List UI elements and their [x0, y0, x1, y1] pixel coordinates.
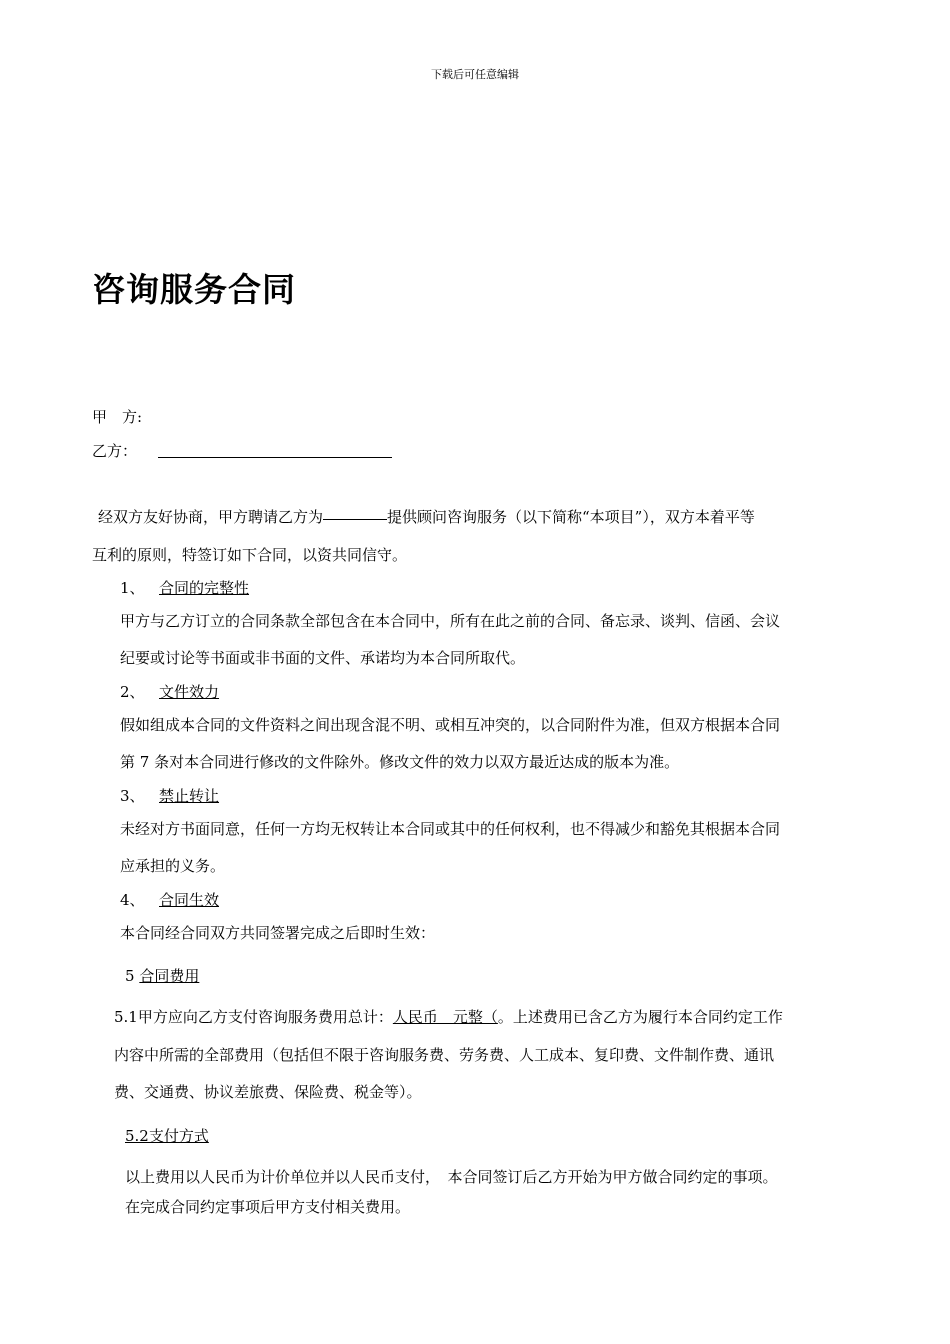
section-5-1-amount: 人民币 元整（ — [392, 1008, 498, 1026]
section-4-heading: 合同生效 — [159, 891, 220, 909]
header-note: 下载后可任意编辑 — [431, 68, 519, 81]
intro-blank — [323, 518, 387, 520]
section-5-2-line-1: 以上费用以人民币为计价单位并以人民币支付， 本合同签订后乙方开始为甲方做合同约定的事项。 — [125, 1168, 778, 1186]
section-5-2-heading: 5.2支付方式 — [125, 1127, 209, 1145]
section-3-line-2: 应承担的义务。 — [120, 857, 226, 875]
intro-text-after-blank: 提供顾问咨询服务（以下简称“本项目”），双方本着平等 — [387, 508, 755, 526]
section-4-line-1: 本合同经合同双方共同签署完成之后即时生效： — [120, 924, 436, 942]
party-b-blank — [158, 456, 392, 458]
section-5-1-suffix: 。上述费用已含乙方为履行本合同约定工作 — [497, 1008, 783, 1026]
section-3-line-1: 未经对方书面同意，任何一方均无权转让本合同或其中的任何权利，也不得减少和豁免其根据本合同 — [120, 820, 781, 838]
section-5-number: 5 — [125, 967, 140, 985]
section-5-1-prefix: 5.1甲方应向乙方支付咨询服务费用总计： — [114, 1008, 393, 1026]
section-1-heading: 合同的完整性 — [159, 579, 250, 597]
section-5-2-line-2: 在完成合同约定事项后甲方支付相关费用。 — [125, 1198, 411, 1216]
section-1-number: 1、 — [120, 579, 145, 597]
section-2-number: 2、 — [120, 683, 145, 701]
section-5-heading: 合同费用 — [139, 967, 200, 985]
section-1-line-2: 纪要或讨论等书面或非书面的文件、承诺均为本合同所取代。 — [120, 649, 526, 667]
intro-line-1 — [98, 506, 755, 527]
section-3-heading: 禁止转让 — [159, 787, 220, 805]
section-5-title — [125, 965, 199, 986]
section-3-number: 3、 — [120, 787, 145, 805]
section-2-line-2: 第 7 条对本合同进行修改的文件除外。修改文件的效力以双方最近达成的版本为准。 — [120, 753, 680, 771]
section-5-1-line-3: 费、交通费、协议差旅费、保险费、税金等）。 — [114, 1083, 422, 1101]
document-title: 咨询服务合同 — [92, 270, 296, 309]
section-1-line-1: 甲方与乙方订立的合同条款全部包含在本合同中，所有在此之前的合同、备忘录、谈判、信函、会议 — [120, 612, 781, 630]
section-5-1-line-1 — [114, 1006, 783, 1027]
section-2-line-1: 假如组成本合同的文件资料之间出现含混不明、或相互冲突的，以合同附件为准，但双方根据本合同 — [120, 716, 781, 734]
intro-line-2: 互利的原则，特签订如下合同，以资共同信守。 — [92, 546, 408, 564]
intro-text-before-blank: 经双方友好协商，甲方聘请乙方为 — [98, 508, 324, 526]
section-4-number: 4、 — [120, 891, 145, 909]
party-a-label: 甲 方: — [92, 408, 143, 426]
party-b-label: 乙方： — [92, 442, 138, 460]
section-5-1-line-2: 内容中所需的全部费用（包括但不限于咨询服务费、劳务费、人工成本、复印费、文件制作费、通讯 — [114, 1046, 775, 1064]
section-2-heading: 文件效力 — [159, 683, 220, 701]
